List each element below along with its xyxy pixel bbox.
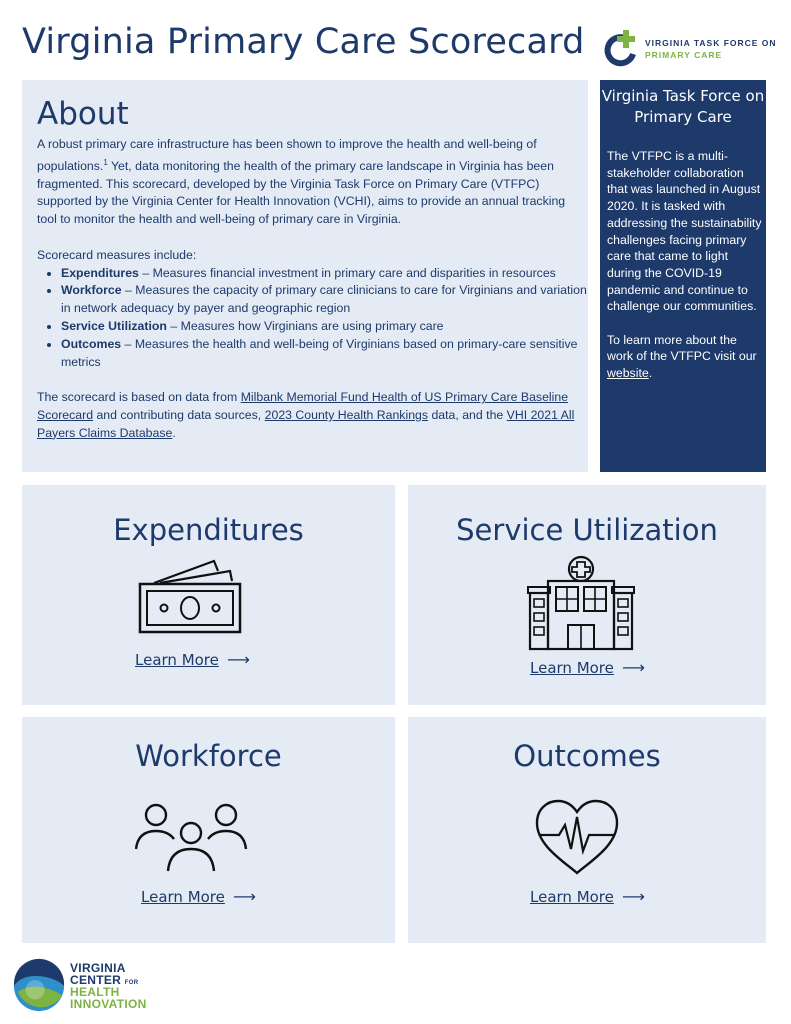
people-icon (134, 801, 248, 873)
vchi-line-1: VIRGINIA (70, 961, 126, 975)
measure-term: Service Utilization (61, 319, 167, 334)
county-health-rankings-link[interactable]: 2023 County Health Rankings (264, 408, 429, 423)
intro-text-b: Yet, data monitoring the health of the primary care landscape in Virginia has been fragmented. This scorecard, developed by the Virginia Task Force on Primary Care (VTFPC) supported by the Virginia Center for Health Innovation (VCHI), aims to provide an annual tracking tool to monitor the health and well-being of primary care in Virginia. (37, 158, 566, 227)
learn-more-link[interactable]: Learn More (141, 888, 225, 906)
vchi-center: CENTER (70, 973, 122, 987)
website-link[interactable]: website (607, 366, 649, 381)
measure-desc: – Measures financial investment in primary care and disparities in resources (138, 265, 556, 280)
sidebar-body (607, 148, 763, 382)
arrow-right-icon: ⟶ (622, 887, 645, 906)
vchi-line-4: INNOVATION (70, 997, 147, 1011)
list-item (61, 265, 587, 283)
outcomes-card[interactable] (408, 717, 766, 943)
measures-list (37, 265, 587, 372)
list-item (61, 282, 587, 318)
learn-more-link[interactable]: Learn More (135, 651, 219, 669)
sources-b: and contributing data sources, (93, 408, 265, 423)
task-force-sidebar (600, 80, 766, 472)
cross-c-logo-icon (603, 30, 643, 68)
sidebar-heading: Virginia Task Force on Primary Care (601, 87, 765, 126)
measure-desc: – Measures the health and well-being of Virginians based on primary-care sensitive metrics (61, 336, 578, 369)
vchi-logo[interactable] (12, 955, 192, 1015)
vhi-apcd-link[interactable]: VHI 2021 All Payers Claims Database (37, 408, 575, 440)
measure-term: Expenditures (61, 265, 139, 280)
measure-term: Outcomes (61, 336, 122, 351)
expenditures-card[interactable] (22, 485, 395, 705)
page-title: Virginia Primary Care Scorecard (22, 22, 585, 62)
card-title: Workforce (135, 739, 282, 773)
card-title: Outcomes (513, 739, 661, 773)
sidebar-para-2 (607, 332, 763, 382)
measure-desc: – Measures the capacity of primary care clinicians to care for Virginians and variation in network adequacy by payer and geographic region (61, 283, 587, 316)
arrow-right-icon: ⟶ (622, 658, 645, 677)
list-item (61, 336, 587, 372)
card-title: Service Utilization (456, 513, 718, 547)
list-item (61, 318, 587, 336)
measure-term: Workforce (61, 283, 122, 298)
logo-line-2: PRIMARY CARE (645, 50, 723, 60)
about-panel (22, 80, 588, 472)
vchi-for: FOR (124, 980, 139, 986)
hospital-icon (526, 555, 636, 651)
task-force-logo[interactable] (603, 30, 783, 68)
about-body (37, 136, 587, 443)
about-intro (37, 136, 587, 229)
about-heading: About (37, 96, 129, 132)
sources-c: data, and the (428, 408, 507, 423)
vchi-line-3: HEALTH (70, 985, 120, 999)
service-utilization-card[interactable] (408, 485, 766, 705)
money-icon (136, 559, 246, 639)
learn-more-link[interactable]: Learn More (530, 888, 614, 906)
arrow-right-icon: ⟶ (233, 887, 256, 906)
sources-a: The scorecard is based on data from (37, 390, 241, 405)
arrow-right-icon: ⟶ (227, 650, 250, 669)
learn-more-link[interactable]: Learn More (530, 659, 614, 677)
workforce-card[interactable] (22, 717, 395, 943)
footnote-marker: 1 (103, 157, 108, 167)
sidebar-period: . (648, 366, 653, 381)
heart-pulse-icon (535, 799, 619, 877)
vchi-globe-icon (12, 957, 66, 1011)
measure-desc: – Measures how Virginians are using primary care (166, 319, 444, 334)
sources-d: . (172, 425, 176, 440)
sidebar-para-2-text: To learn more about the work of the VTFPC visit our (607, 332, 757, 364)
sources-text (37, 389, 587, 442)
milbank-link[interactable]: Milbank Memorial Fund Health of US Primary Care Baseline Scorecard (37, 390, 569, 423)
card-title: Expenditures (113, 513, 304, 547)
sidebar-para-1: The VTFPC is a multi-stakeholder collaboration that was launched in August 2020. It is tasked with addressing the sustainability challenges facing primary care that came to light during the COVID-19 pandemic and continue to challenge our communities. (607, 149, 762, 314)
intro-text-a: A robust primary care infrastructure has been shown to improve the health and well-being of populations. (37, 137, 537, 173)
measures-intro: Scorecard measures include: (37, 247, 197, 262)
logo-line-1: VIRGINIA TASK FORCE ON (645, 38, 777, 48)
